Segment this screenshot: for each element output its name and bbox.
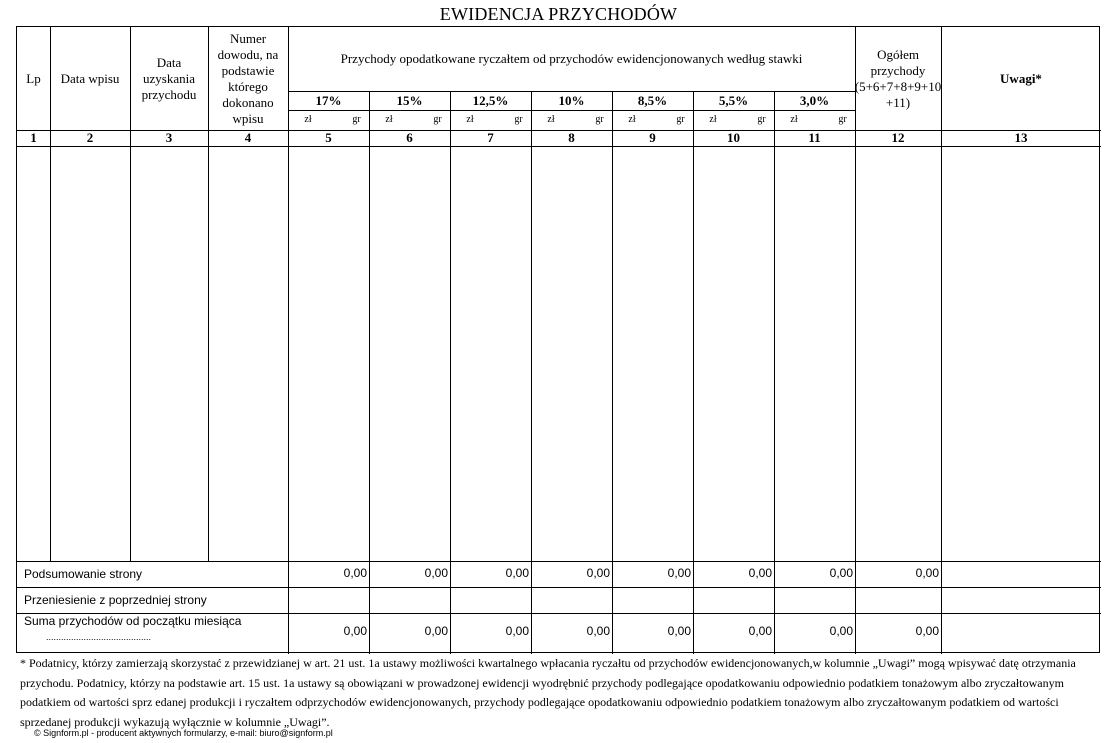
rate-2: 15%: [396, 92, 423, 108]
header-data-wpisu: Data wpisu: [60, 70, 120, 86]
summary-value: 0,00: [748, 624, 772, 638]
footnote: * Podatnicy, którzy zamierzają skorzystać z przewidzianej w art. 21 ust. 1a ustawy możliwości kwartalnego wpłacania ryczałtu od przychodów ewidencjonowanych,w kolumnie „Uwagi” mogą wpisywać datę otrzymania przychodu. Podatnicy, którzy na podstawie art. 15 ust. 1a ustawy są obowiązani w prowadzonej ewidencji wyodrębnić przychody podlegające opodatkowaniu odpowiednio podatkiem tonażowym albo zryczałtowanym podatkiem od wartości sprz edanej produkcji i ryczałtem odprzychodów ewidencjonowanych, przychody podlegające opodatkowaniu odpowiednio podatkiem tonażowym albo zryczałtowanym podatkiem od wartości sprzedanej produkcji wykazują wyłącznie w kolumnie „Uwagi”.: [20, 656, 1076, 729]
summary-row1-line: [17, 587, 1101, 588]
column-number: 13: [1014, 130, 1028, 145]
summary-value: 0,00: [667, 624, 691, 638]
summary-top-line: [17, 561, 1101, 562]
copyright-note: © Signform.pl - producent aktywnych formularzy, e-mail: biuro@signform.pl: [34, 728, 333, 738]
summary-value: 0,00: [748, 566, 772, 580]
column-number: 6: [406, 130, 413, 145]
rate-4: 10%: [558, 92, 585, 108]
column-number: 5: [325, 130, 332, 145]
header-ogolem: Ogółem przychody (5+6+7+8+9+10 +11): [854, 46, 942, 110]
column-number: 8: [568, 130, 575, 145]
column-number: 10: [727, 130, 740, 145]
unit-zl: zł: [709, 114, 717, 125]
summary-label: Suma przychodów od początku miesiąca: [24, 614, 242, 628]
column-number: 4: [244, 130, 252, 145]
summary-label: Podsumowanie strony: [24, 567, 143, 581]
summary-value: 0,00: [343, 624, 367, 638]
summary-value: 0,00: [505, 624, 529, 638]
unit-zl: zł: [628, 114, 636, 125]
unit-gr: gr: [676, 114, 685, 125]
summary-value: 0,00: [343, 566, 367, 580]
column-number: 2: [86, 130, 94, 145]
unit-zl: zł: [304, 114, 312, 125]
column-number: 3: [165, 130, 173, 145]
summary-value: 0,00: [829, 566, 853, 580]
unit-gr: gr: [838, 114, 847, 125]
summary-value: 0,00: [586, 624, 610, 638]
unit-zl: zł: [547, 114, 555, 125]
rate-1: 17%: [315, 92, 342, 108]
rate-7: 3,0%: [799, 92, 830, 108]
page-title: EWIDENCJA PRZYCHODÓW: [439, 4, 678, 24]
header-lp: Lp: [26, 70, 41, 86]
header-data-uzyskania: Data uzyskania przychodu: [141, 54, 197, 102]
rate-5: 8,5%: [637, 92, 668, 108]
unit-gr: gr: [433, 114, 442, 125]
column-number: 9: [649, 130, 656, 145]
unit-gr: gr: [352, 114, 361, 125]
rate-3: 12,5%: [472, 92, 509, 108]
header-przychody: Przychody opodatkowane ryczałtem od przychodów ewidencjonowanych według stawki: [340, 51, 803, 66]
revenue-table: [16, 26, 1100, 653]
header-numer-dowodu: Numer dowodu, na podstawie którego dokonano wpisu: [217, 30, 279, 126]
unit-gr: gr: [595, 114, 604, 125]
summary-value: 0,00: [505, 566, 529, 580]
summary-value: 0,00: [829, 624, 853, 638]
unit-zl: zł: [790, 114, 798, 125]
column-number: 11: [808, 130, 821, 145]
summary-value: 0,00: [586, 566, 610, 580]
column-number: 7: [487, 130, 494, 145]
summary-dotted-line: ..........................................: [46, 632, 152, 642]
unit-zl: zł: [385, 114, 393, 125]
column-number: 12: [891, 130, 905, 145]
summary-value: 0,00: [424, 566, 448, 580]
rate-6: 5,5%: [718, 92, 749, 108]
summary-value: 0,00: [424, 624, 448, 638]
unit-gr: gr: [757, 114, 766, 125]
column-numbers-line: [17, 146, 1101, 147]
summary-value: 0,00: [915, 624, 939, 638]
unit-gr: gr: [514, 114, 523, 125]
summary-label: Przeniesienie z poprzedniej strony: [24, 593, 207, 607]
summary-value: 0,00: [915, 566, 939, 580]
unit-zl: zł: [466, 114, 474, 125]
column-number: 1: [30, 130, 37, 145]
header-uwagi: Uwagi*: [1000, 70, 1042, 86]
summary-value: 0,00: [667, 566, 691, 580]
